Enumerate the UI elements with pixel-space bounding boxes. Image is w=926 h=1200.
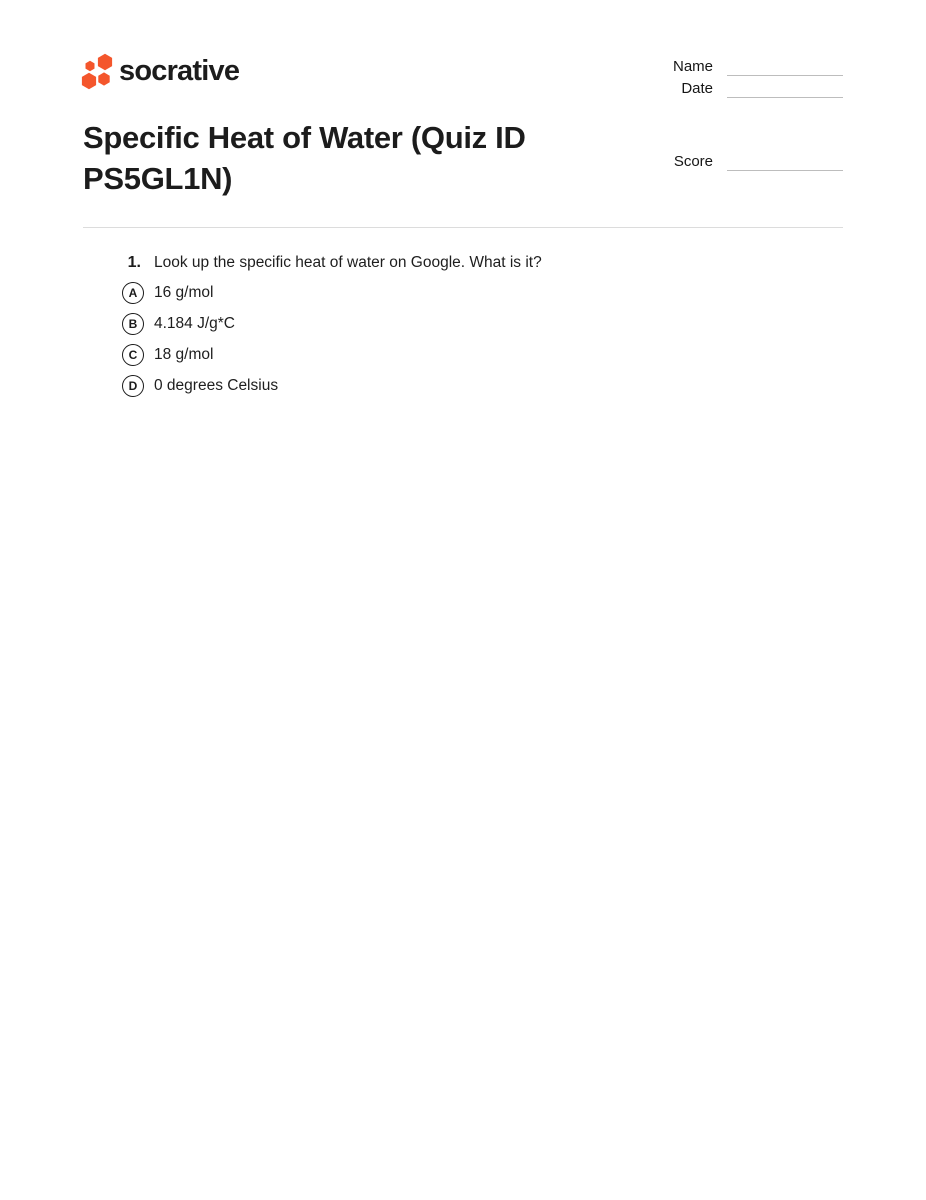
answer-text-c: 18 g/mol xyxy=(154,346,214,363)
question-text: Look up the specific heat of water on Google. What is it? xyxy=(154,254,542,271)
date-write-in-line[interactable] xyxy=(727,83,843,98)
date-field-row xyxy=(653,79,843,98)
score-write-in-line[interactable] xyxy=(727,156,843,171)
answer-text-b: 4.184 J/g*C xyxy=(154,315,235,332)
question-row xyxy=(121,252,843,274)
socrative-logo xyxy=(79,50,239,90)
header-divider xyxy=(83,227,843,228)
date-label: Date xyxy=(681,80,713,97)
socrative-hexagons-icon xyxy=(79,50,113,90)
hexagon-medium-bottom-right xyxy=(98,72,109,85)
name-label: Name xyxy=(672,58,713,75)
answer-bubble-b[interactable]: B xyxy=(122,313,144,335)
answer-option-b[interactable] xyxy=(121,312,843,336)
answer-option-a[interactable] xyxy=(121,281,843,305)
answer-option-c[interactable] xyxy=(121,343,843,367)
answer-bubble-d[interactable]: D xyxy=(122,375,144,397)
answer-option-d[interactable] xyxy=(121,374,843,398)
score-label: Score xyxy=(673,153,713,170)
answer-bubble-c[interactable]: C xyxy=(122,344,144,366)
question-number: 1. xyxy=(127,254,141,271)
answer-bubble-a[interactable]: A xyxy=(122,282,144,304)
hexagon-large-top-right xyxy=(98,54,112,70)
hexagon-large-bottom-left xyxy=(82,73,96,89)
name-write-in-line[interactable] xyxy=(727,61,843,76)
hexagon-small-top-left xyxy=(86,61,95,71)
quiz-title: Specific Heat of Water (Quiz ID PS5GL1N) xyxy=(83,120,526,196)
socrative-logo-text: socrative xyxy=(119,54,240,87)
question-block xyxy=(121,252,843,398)
name-field-row xyxy=(653,57,843,76)
answer-text-d: 0 degrees Celsius xyxy=(154,377,279,394)
answer-text-a: 16 g/mol xyxy=(154,284,214,301)
